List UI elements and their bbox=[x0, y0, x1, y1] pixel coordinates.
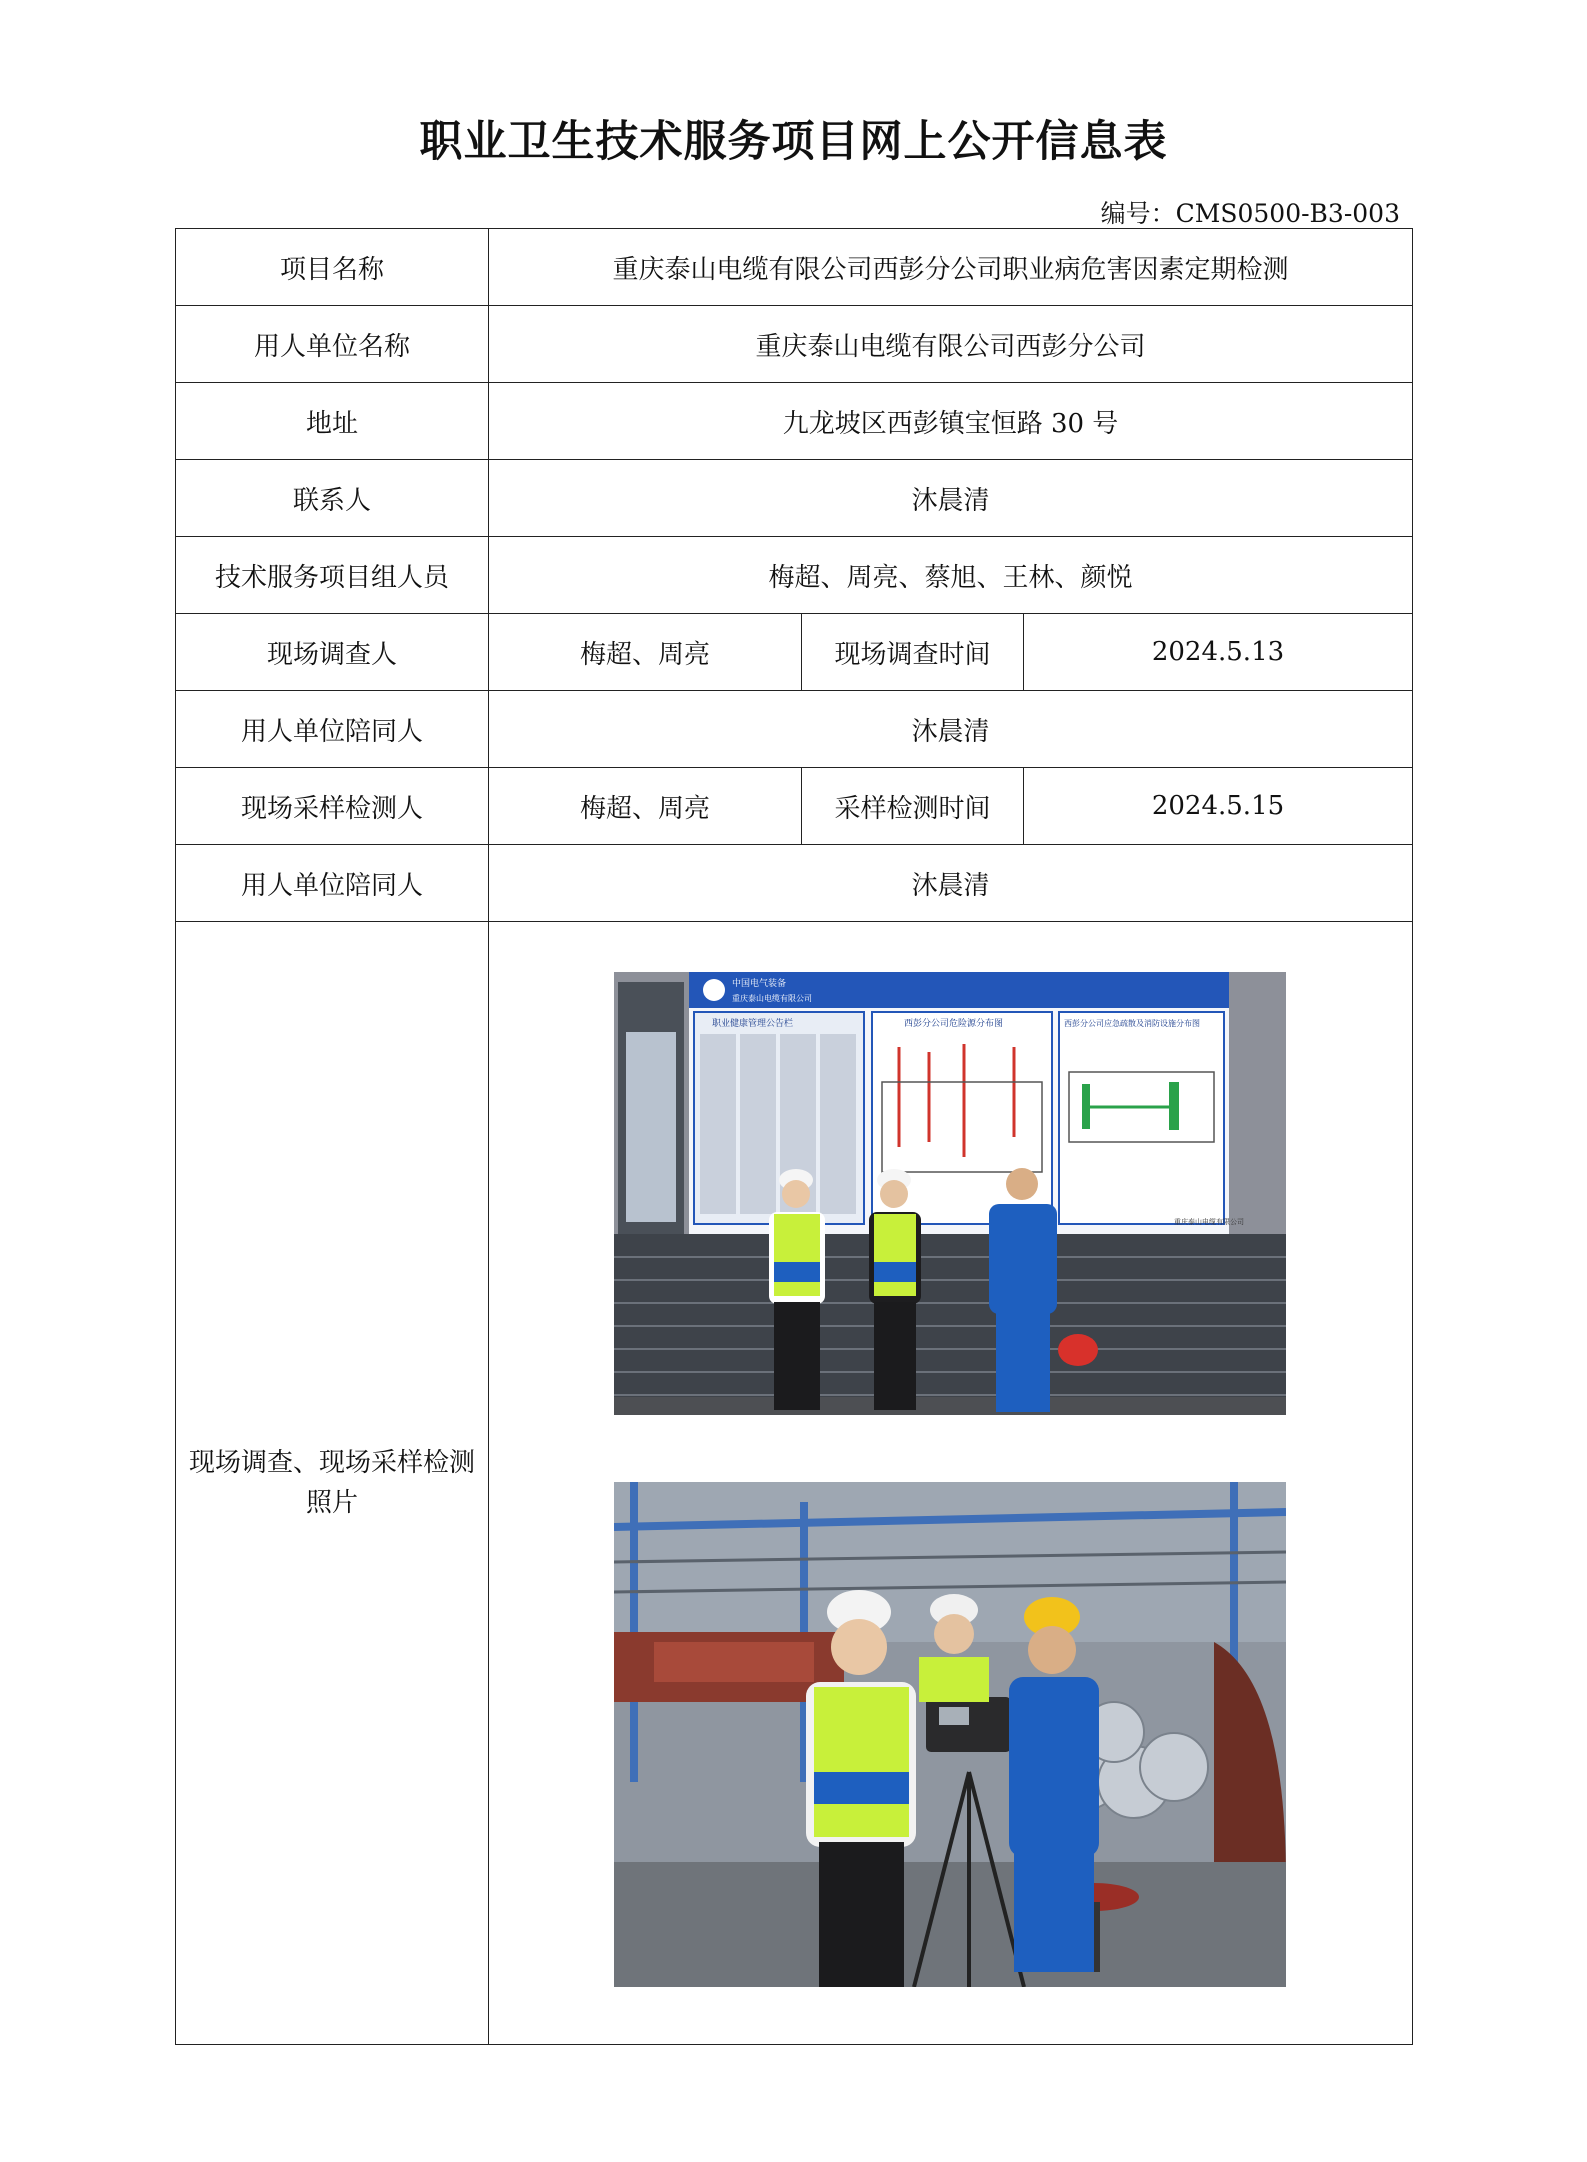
row-contact bbox=[176, 460, 1413, 537]
photos-cell bbox=[489, 922, 1413, 2045]
board-brand: 中国电气装备 bbox=[732, 979, 787, 989]
value-project-name: 重庆泰山电缆有限公司西彭分公司职业病危害因素定期检测 bbox=[489, 229, 1413, 306]
page-title: 职业卫生技术服务项目网上公开信息表 bbox=[419, 117, 1168, 167]
board-company: 重庆泰山电缆有限公司 bbox=[732, 994, 812, 1003]
row-sampling-person bbox=[176, 768, 1413, 845]
label-address: 地址 bbox=[176, 383, 489, 460]
board-footer: 重庆泰山电缆有限公司 bbox=[1174, 1218, 1244, 1226]
label-photos: 现场调查、现场采样检测照片 bbox=[176, 922, 489, 2045]
label-site-investigator: 现场调查人 bbox=[176, 614, 489, 691]
board-panel-3: 西彭分公司应急疏散及消防设施分布图 bbox=[1064, 1019, 1200, 1028]
label-employer-name: 用人单位名称 bbox=[176, 306, 489, 383]
value-sampling-person: 梅超、周亮 bbox=[489, 768, 802, 845]
row-accompany-1 bbox=[176, 691, 1413, 768]
label-contact: 联系人 bbox=[176, 460, 489, 537]
row-photos bbox=[176, 922, 1413, 2045]
value-accompany-1: 沐晨清 bbox=[489, 691, 1413, 768]
value-accompany-2: 沐晨清 bbox=[489, 845, 1413, 922]
row-project-name bbox=[176, 229, 1413, 306]
value-address: 九龙坡区西彭镇宝恒路 30 号 bbox=[489, 383, 1413, 460]
row-address bbox=[176, 383, 1413, 460]
label-accompany-1: 用人单位陪同人 bbox=[176, 691, 489, 768]
site-survey-photo-graphic bbox=[614, 972, 1286, 1415]
label-accompany-2: 用人单位陪同人 bbox=[176, 845, 489, 922]
value-sampling-time: 2024.5.15 bbox=[1024, 768, 1413, 845]
label-project-name: 项目名称 bbox=[176, 229, 489, 306]
sampling-photo-graphic bbox=[614, 1482, 1286, 1987]
label-team-members: 技术服务项目组人员 bbox=[176, 537, 489, 614]
site-survey-photo bbox=[614, 972, 1286, 1415]
info-table bbox=[175, 228, 1413, 2045]
row-team-members bbox=[176, 537, 1413, 614]
sampling-photo bbox=[614, 1482, 1286, 1987]
row-site-investigator bbox=[176, 614, 1413, 691]
value-investigation-time: 2024.5.13 bbox=[1024, 614, 1413, 691]
row-accompany-2 bbox=[176, 845, 1413, 922]
document-number: 编号：CMS0500-B3-003 bbox=[1100, 199, 1400, 228]
value-employer-name: 重庆泰山电缆有限公司西彭分公司 bbox=[489, 306, 1413, 383]
board-panel-2: 西彭分公司危险源分布图 bbox=[904, 1019, 1004, 1029]
label-sampling-person: 现场采样检测人 bbox=[176, 768, 489, 845]
label-investigation-time: 现场调查时间 bbox=[802, 614, 1024, 691]
value-contact: 沐晨清 bbox=[489, 460, 1413, 537]
row-employer-name bbox=[176, 306, 1413, 383]
label-sampling-time: 采样检测时间 bbox=[802, 768, 1024, 845]
board-panel-1: 职业健康管理公告栏 bbox=[712, 1019, 794, 1029]
value-team-members: 梅超、周亮、蔡旭、王林、颜悦 bbox=[489, 537, 1413, 614]
value-site-investigator: 梅超、周亮 bbox=[489, 614, 802, 691]
